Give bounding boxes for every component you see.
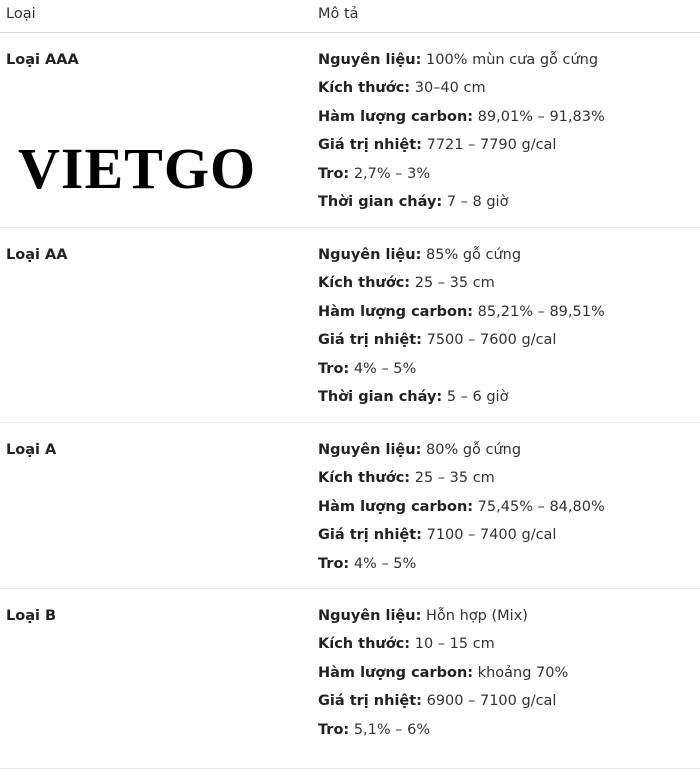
- spec-label: Hàm lượng carbon:: [318, 108, 474, 125]
- spec-item: [318, 273, 605, 301]
- spec-list: [318, 440, 605, 582]
- spec-value: 10 – 15 cm: [410, 636, 495, 653]
- spec-value: 25 – 35 cm: [410, 275, 495, 292]
- spec-label: Giá trị nhiệt:: [318, 693, 422, 710]
- spec-label: Hàm lượng carbon:: [318, 664, 474, 681]
- spec-label: Nguyên liệu:: [318, 608, 422, 624]
- spec-label: Hàm lượng carbon:: [318, 303, 474, 320]
- spec-value: 6900 – 7100 g/cal: [422, 693, 557, 710]
- spec-label: Tro:: [318, 555, 350, 572]
- spec-label: Tro:: [318, 165, 350, 182]
- spec-label: Hàm lượng carbon:: [318, 498, 474, 515]
- row-type-label: Loại A: [6, 442, 57, 458]
- spec-value: 75,45% – 84,80%: [473, 498, 605, 515]
- table-row: [0, 423, 700, 589]
- row-type-label: Loại AA: [6, 247, 68, 263]
- spec-value: 85,21% – 89,51%: [473, 303, 605, 320]
- table-header: [0, 0, 700, 33]
- spec-item: [318, 663, 568, 691]
- spec-item: [318, 107, 605, 135]
- spec-item: [318, 50, 605, 78]
- spec-value: 7 – 8 giờ: [442, 193, 509, 210]
- spec-value: 2,7% – 3%: [349, 165, 431, 182]
- spec-value: 30–40 cm: [410, 80, 486, 97]
- spec-item: [318, 497, 605, 525]
- spec-item: [318, 135, 605, 163]
- spec-label: Kích thước:: [318, 80, 411, 97]
- spec-label: Thời gian cháy:: [318, 193, 443, 210]
- spec-item: [318, 525, 605, 553]
- spec-item: [318, 192, 605, 220]
- spec-value: 7500 – 7600 g/cal: [422, 332, 557, 349]
- spec-label: Thời gian cháy:: [318, 388, 443, 405]
- spec-value: 4% – 5%: [349, 555, 417, 572]
- spec-label: Kích thước:: [318, 636, 411, 653]
- spec-label: Nguyên liệu:: [318, 52, 422, 68]
- spec-value: 7100 – 7400 g/cal: [422, 527, 557, 544]
- spec-value: 4% – 5%: [349, 360, 417, 377]
- spec-value: Hỗn hợp (Mix): [421, 608, 528, 624]
- row-type-label: Loại AAA: [6, 52, 79, 68]
- spec-item: [318, 245, 605, 273]
- spec-value: 5,1% – 6%: [349, 721, 431, 738]
- spec-value: 25 – 35 cm: [410, 470, 495, 487]
- spec-item: [318, 387, 605, 415]
- spec-value: 80% gỗ cứng: [421, 442, 522, 458]
- header-type: Loại: [6, 6, 36, 22]
- spec-label: Tro:: [318, 721, 350, 738]
- spec-value: 85% gỗ cứng: [421, 247, 522, 263]
- spec-item: [318, 691, 568, 719]
- spec-item: [318, 302, 605, 330]
- spec-value: 5 – 6 giờ: [442, 388, 509, 405]
- row-type-label: Loại B: [6, 608, 57, 624]
- spec-item: [318, 468, 605, 496]
- spec-value: 89,01% – 91,83%: [473, 108, 605, 125]
- spec-label: Kích thước:: [318, 470, 411, 487]
- spec-label: Giá trị nhiệt:: [318, 332, 422, 349]
- spec-label: Kích thước:: [318, 275, 411, 292]
- spec-value: 7721 – 7790 g/cal: [422, 137, 557, 154]
- spec-item: [318, 359, 605, 387]
- spec-value: khoảng 70%: [473, 664, 569, 681]
- spec-item: [318, 634, 568, 662]
- spec-item: [318, 164, 605, 192]
- spec-label: Tro:: [318, 360, 350, 377]
- spec-item: [318, 606, 568, 634]
- spec-label: Giá trị nhiệt:: [318, 527, 422, 544]
- watermark-logo: VIETGO: [18, 136, 257, 201]
- spec-item: [318, 78, 605, 106]
- spec-list: [318, 606, 568, 748]
- spec-item: [318, 720, 568, 748]
- spec-label: Nguyên liệu:: [318, 442, 422, 458]
- spec-item: [318, 330, 605, 358]
- spec-item: [318, 440, 605, 468]
- spec-item: [318, 554, 605, 582]
- spec-label: Nguyên liệu:: [318, 247, 422, 263]
- spec-label: Giá trị nhiệt:: [318, 137, 422, 154]
- table-row: [0, 228, 700, 423]
- spec-list: [318, 50, 605, 220]
- spec-list: [318, 245, 605, 415]
- spec-value: 100% mùn cưa gỗ cứng: [421, 52, 599, 68]
- header-description: Mô tả: [318, 6, 359, 22]
- table-row: [0, 589, 700, 769]
